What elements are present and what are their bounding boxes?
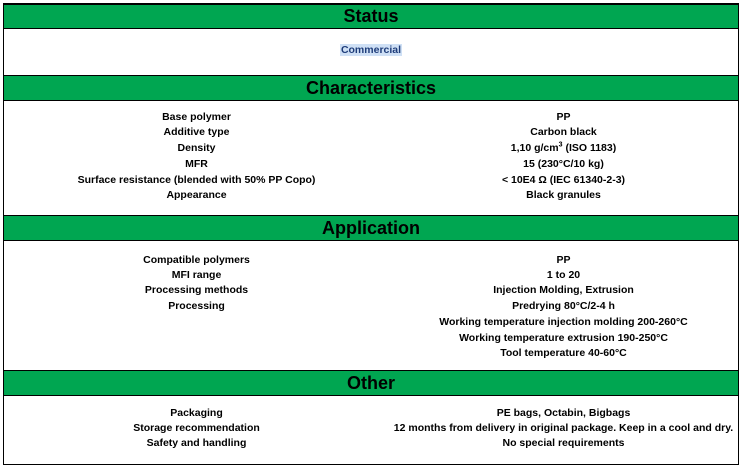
table-row	[4, 437, 738, 453]
row-label: Base polymer	[162, 111, 231, 123]
other-title: Other	[346, 373, 395, 393]
density-standard: (ISO 1183)	[562, 142, 617, 154]
density-superscript: 3	[558, 141, 563, 149]
table-row	[4, 158, 738, 174]
row-value: 1 to 20	[546, 269, 581, 281]
row-value: No special requirements	[502, 437, 625, 449]
row-value: Predrying 80°C/2-4 h	[512, 300, 615, 312]
row-value: < 10E4 Ω (IEC 61340-2-3)	[501, 174, 626, 186]
row-value: Working temperature extrusion 190-250°C	[459, 332, 668, 344]
status-header	[4, 4, 738, 29]
row-label: MFI range	[171, 269, 222, 281]
table-row	[4, 269, 738, 285]
row-value: Working temperature injection molding 200-260°C	[439, 316, 688, 328]
other-header	[4, 370, 738, 396]
density-value: 1,10 g/cm	[510, 142, 559, 154]
row-value: Tool temperature 40-60°C	[500, 347, 627, 359]
table-row	[4, 126, 738, 142]
status-title: Status	[343, 6, 399, 26]
datasheet	[3, 3, 739, 465]
table-row	[4, 254, 738, 270]
row-label: Safety and handling	[146, 437, 247, 449]
table-row	[4, 407, 738, 423]
table-row	[4, 422, 738, 438]
row-value: Black granules	[526, 189, 601, 201]
row-value: Carbon black	[530, 126, 597, 138]
row-value: PP	[556, 254, 571, 266]
row-value: 15 (230°C/10 kg)	[523, 158, 604, 170]
row-value: PE bags, Octabin, Bigbags	[496, 407, 631, 419]
row-label: Compatible polymers	[143, 254, 250, 266]
row-label: Storage recommendation	[133, 422, 260, 434]
row-label: Density	[177, 142, 216, 154]
characteristics-title: Characteristics	[305, 78, 437, 98]
table-row	[4, 284, 738, 300]
table-row	[4, 111, 738, 127]
table-row	[4, 347, 738, 363]
row-value	[389, 142, 738, 154]
row-value: Injection Molding, Extrusion	[493, 284, 634, 296]
row-value: 12 months from delivery in original package. Keep in a cool and dry.	[393, 422, 734, 434]
row-label: Additive type	[163, 126, 230, 138]
status-value[interactable]: Commercial	[340, 44, 402, 56]
table-row	[4, 300, 738, 316]
row-label: Packaging	[170, 407, 223, 419]
application-header	[4, 215, 738, 241]
application-title: Application	[322, 218, 420, 238]
row-label: MFR	[185, 158, 208, 170]
table-row	[4, 174, 738, 190]
row-label: Processing methods	[144, 284, 249, 296]
table-row	[4, 142, 738, 158]
table-row	[4, 316, 738, 332]
table-row	[4, 189, 738, 205]
row-value: PP	[556, 111, 571, 123]
table-row	[4, 332, 738, 348]
row-label: Appearance	[166, 189, 227, 201]
row-label: Processing	[168, 300, 225, 312]
characteristics-header	[4, 75, 738, 101]
row-label: Surface resistance (blended with 50% PP Copo)	[77, 174, 316, 186]
status-value-cell	[4, 44, 738, 56]
